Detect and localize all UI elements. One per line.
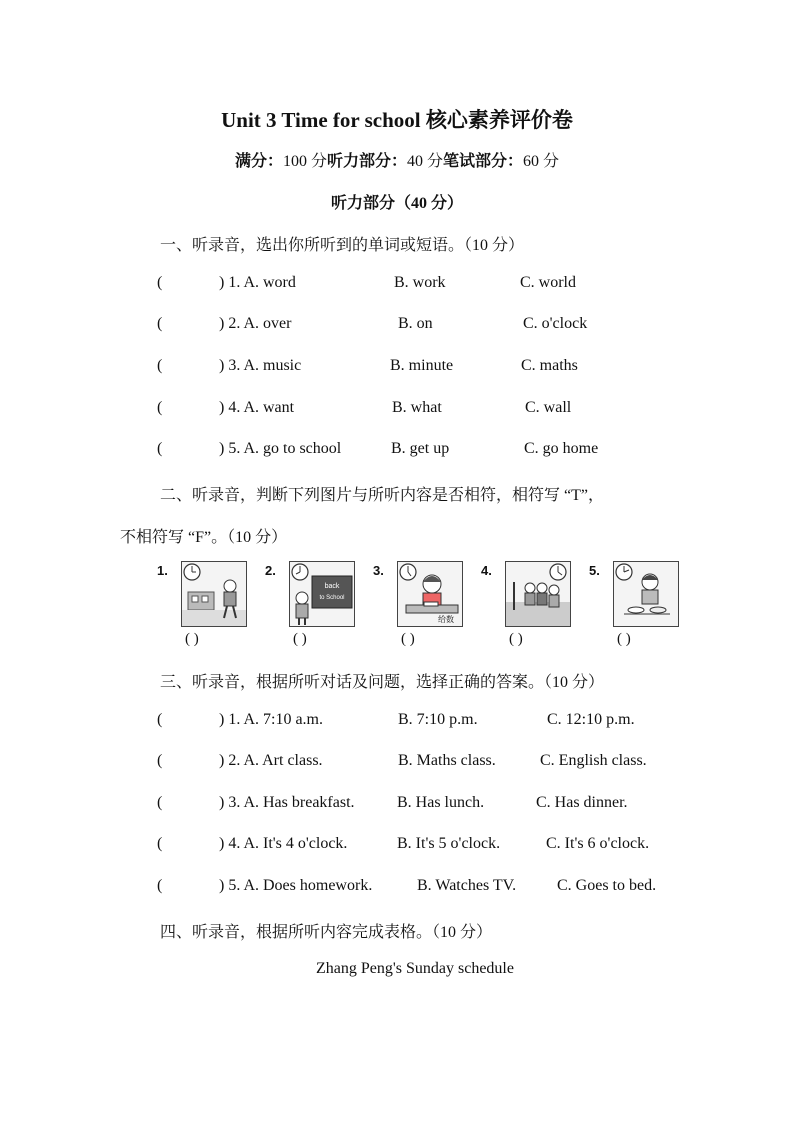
option-b: B. minute <box>390 357 454 374</box>
part3-question-4 <box>0 835 794 857</box>
board-text-line2: to School <box>319 595 345 601</box>
answer-paren[interactable]: ( ) <box>617 631 631 647</box>
score-written-value: 60 分 <box>523 153 560 170</box>
part1-question-3 <box>0 357 794 379</box>
answer-paren[interactable]: ( ) <box>185 631 199 647</box>
picture-number: 2. <box>265 563 276 578</box>
option-a: ) 1. A. word <box>219 274 296 291</box>
desk-study-icon <box>398 562 462 626</box>
part2-instruction-line1: 二、听录音，判断下列图片与所听内容是否相符，相符写 “T”， <box>160 487 604 504</box>
option-c: C. 12:10 p.m. <box>547 711 635 728</box>
score-total-label: 满分： <box>234 153 283 170</box>
part3-instruction: 三、听录音，根据所听对话及问题，选择正确的答案。（10 分） <box>160 674 605 691</box>
option-c: C. English class. <box>540 752 647 769</box>
answer-paren[interactable]: ( <box>157 399 163 416</box>
option-b: B. Has lunch. <box>397 794 485 811</box>
option-b: B. what <box>392 399 442 416</box>
answer-paren[interactable]: ( ) <box>293 631 307 647</box>
picture-number: 3. <box>373 563 384 578</box>
answer-paren[interactable]: ( <box>157 877 163 894</box>
option-b: B. 7:10 p.m. <box>398 711 478 728</box>
clock-icon <box>182 562 246 626</box>
option-a: ) 3. A. Has breakfast. <box>219 794 355 811</box>
option-a: ) 4. A. want <box>219 399 295 416</box>
picture-caption: 给数 <box>438 615 454 624</box>
children-icon <box>506 562 570 626</box>
option-a: ) 2. A. Art class. <box>219 752 323 769</box>
part4-instruction: 四、听录音，根据所听内容完成表格。（10 分） <box>160 924 493 941</box>
option-b: B. work <box>394 274 446 291</box>
option-c: C. wall <box>525 399 572 416</box>
option-b: B. It's 5 o'clock. <box>397 835 501 852</box>
part3-question-5 <box>0 877 794 899</box>
option-b: B. Watches TV. <box>417 877 517 894</box>
answer-paren[interactable]: ( <box>157 357 163 374</box>
answer-paren[interactable]: ( ) <box>401 631 415 647</box>
option-a: ) 4. A. It's 4 o'clock. <box>219 835 348 852</box>
option-c: C. o'clock <box>523 315 588 332</box>
answer-paren[interactable]: ( <box>157 440 163 457</box>
answer-paren[interactable]: ( <box>157 794 163 811</box>
page-title: Unit 3 Time for school 核心素养评价卷 <box>221 108 573 132</box>
boy-walking-to-school-picture <box>181 561 247 627</box>
score-listening-value: 40 分 <box>407 153 444 170</box>
answer-paren[interactable]: ( <box>157 752 163 769</box>
answer-paren[interactable]: ( <box>157 835 163 852</box>
picture-number: 1. <box>157 563 168 578</box>
option-a: ) 3. A. music <box>219 357 302 374</box>
part3-question-3 <box>0 794 794 816</box>
picture-row <box>152 561 692 653</box>
part1-instruction: 一、听录音，选出你所听到的单词或短语。（10 分） <box>160 237 525 254</box>
part1-question-5 <box>0 440 794 462</box>
part1-question-4 <box>0 399 794 421</box>
answer-paren[interactable]: ( <box>157 315 163 332</box>
picture-number: 4. <box>481 563 492 578</box>
option-c: C. maths <box>521 357 578 374</box>
meal-icon <box>614 562 678 626</box>
blackboard-icon <box>290 562 354 626</box>
answer-paren[interactable]: ( <box>157 711 163 728</box>
option-c: C. Goes to bed. <box>557 877 657 894</box>
option-b: B. get up <box>391 440 450 457</box>
option-a: ) 1. A. 7:10 a.m. <box>219 711 323 728</box>
score-summary <box>0 148 794 171</box>
picture-number: 5. <box>589 563 600 578</box>
back-to-school-blackboard-picture <box>289 561 355 627</box>
score-written-label: 笔试部分： <box>443 153 524 170</box>
answer-paren[interactable]: ( <box>157 274 163 291</box>
board-text-line1: back <box>324 583 340 590</box>
score-listening-label: 听力部分： <box>326 153 407 170</box>
table-title: Zhang Peng's Sunday schedule <box>316 960 514 977</box>
boy-eating-meal-picture <box>613 561 679 627</box>
children-going-home-picture <box>505 561 571 627</box>
part3-question-2 <box>0 752 794 774</box>
answer-paren[interactable]: ( ) <box>509 631 523 647</box>
part3-question-1 <box>0 711 794 733</box>
score-total-value: 100 分 <box>282 153 327 170</box>
option-b: B. on <box>398 315 433 332</box>
section-heading-listening: 听力部分（40 分） <box>330 195 463 212</box>
option-c: C. world <box>520 274 576 291</box>
part1-question-1 <box>0 274 794 296</box>
option-c: C. Has dinner. <box>536 794 628 811</box>
option-a: ) 2. A. over <box>219 315 292 332</box>
girl-doing-homework-picture <box>397 561 463 627</box>
option-a: ) 5. A. Does homework. <box>219 877 373 894</box>
option-c: C. go home <box>524 440 599 457</box>
part2-instruction-line2: 不相符写 “F”。（10 分） <box>120 529 288 546</box>
option-c: C. It's 6 o'clock. <box>546 835 650 852</box>
part1-question-2 <box>0 315 794 337</box>
option-a: ) 5. A. go to school <box>219 440 342 457</box>
option-b: B. Maths class. <box>398 752 496 769</box>
